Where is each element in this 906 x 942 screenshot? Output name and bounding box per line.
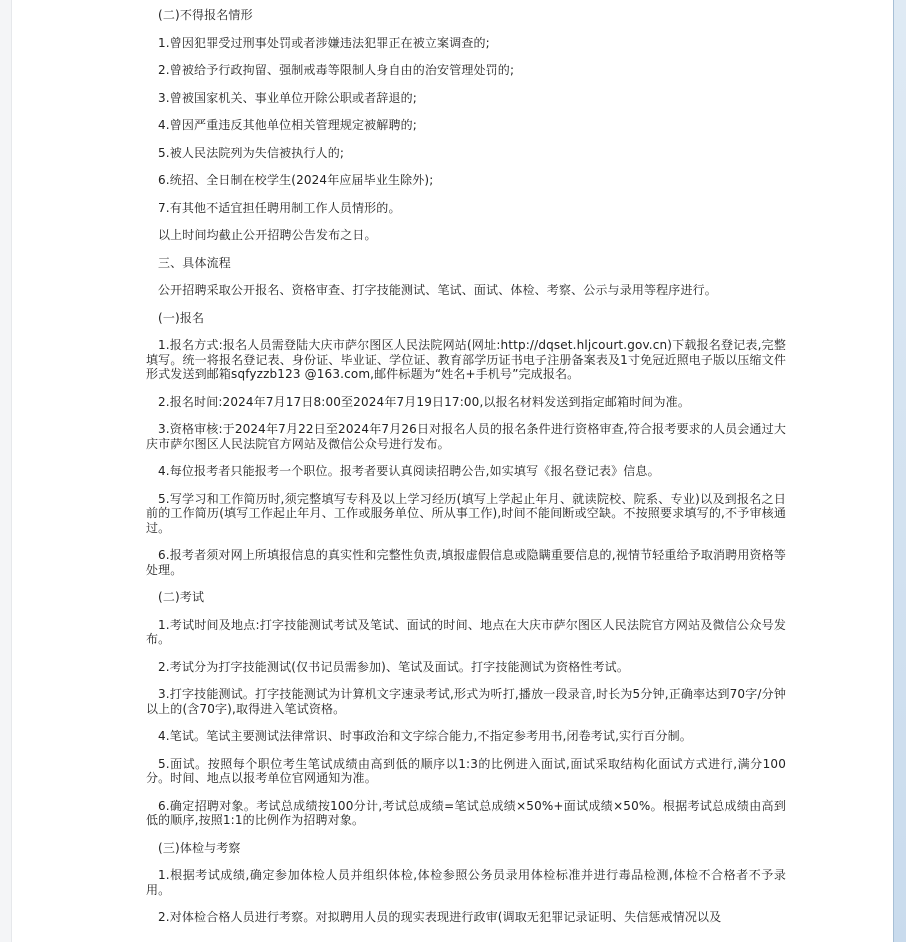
list-item: 6.报考者须对网上所填报信息的真实性和完整性负责,填报虚假信息或隐瞒重要信息的,视情节轻重给予取消聘用资格等处理。 (146, 548, 786, 577)
list-item: 3.曾被国家机关、事业单位开除公职或者辞退的; (158, 90, 417, 105)
subsection-heading: (二)考试 (158, 590, 205, 604)
list-item: 2.报名时间:2024年7月17日8:00至2024年7月19日17:00,以报名材料发送到指定邮箱时间为准。 (158, 394, 690, 409)
list-item: 6.确定招聘对象。考试总成绩按100分计,考试总成绩=笔试总成绩×50%+面试成绩×50%。根据考试总成绩由高到低的顺序,按照1:1的比例作为招聘对象。 (146, 798, 786, 827)
list-item: 1.根据考试成绩,确定参加体检人员并组织体检,体检参照公务员录用体检标准并进行毒品检测,体检不合格者不予录用。 (146, 868, 786, 897)
subsection-heading: (一)报名 (158, 310, 205, 325)
window-edge-strip (893, 0, 906, 942)
list-item: 2.考试分为打字技能测试(仅书记员需参加)、笔试及面试。打字技能测试为资格性考试。 (158, 659, 629, 674)
list-item: 2.对体检合格人员进行考察。对拟聘用人员的现实表现进行政审(调取无犯罪记录证明、失信惩戒情况以及 (158, 910, 722, 924)
paragraph: 以上时间均截止公开招聘公告发布之日。 (158, 228, 377, 242)
list-item: 4.笔试。笔试主要测试法律常识、时事政治和文字综合能力,不指定参考用书,闭卷考试,实行百分制。 (158, 729, 692, 743)
list-item: 1.曾因犯罪受过刑事处罚或者涉嫌违法犯罪正在被立案调查的; (158, 35, 490, 50)
list-item: 2.曾被给予行政拘留、强制戒毒等限制人身自由的治安管理处罚的; (158, 63, 515, 77)
list-item: 4.曾因严重违反其他单位相关管理规定被解聘的; (158, 118, 417, 132)
list-item: 4.每位报考者只能报考一个职位。报考者要认真阅读招聘公告,如实填写《报名登记表》信息。 (158, 464, 660, 478)
list-item: 1.报名方式:报名人员需登陆大庆市萨尔图区人民法院网站(网址:http://dqset.hljcourt.gov.cn)下载报名登记表,完整填写。统一将报名登记表、身份证、毕业证、学位证、教育部学历证书电子注册备案表及1寸免冠近照电子版以压缩文件形式发送到邮箱sqfyzzb123 @163.com,邮件标题为“姓名+手机号”完成报名。 (146, 338, 786, 381)
article-body (146, 8, 786, 925)
list-item: 3.资格审核:于2024年7月22日至2024年7月26日对报名人员的报名条件进行资格审查,符合报考要求的人员会通过大庆市萨尔图区人民法院官方网站及微信公众号进行发布。 (146, 422, 786, 451)
section-heading: 三、具体流程 (158, 255, 231, 270)
section-heading: (二)不得报名情形 (158, 8, 253, 22)
list-item: 5.面试。按照每个职位考生笔试成绩由高到低的顺序以1:3的比例进入面试,面试采取结构化面试方式进行,满分100分。时间、地点以报考单位官网通知为准。 (146, 756, 786, 785)
subsection-heading: (三)体检与考察 (158, 840, 241, 855)
list-item: 5.被人民法院列为失信被执行人的; (158, 145, 345, 160)
list-item: 5.写学习和工作简历时,须完整填写专科及以上学习经历(填写上学起止年月、就读院校、院系、专业)以及到报名之日前的工作简历(填写工作起止年月、工作或服务单位、所从事工作),时间不能间断或空缺。不按照要求填写的,不予审核通过。 (146, 491, 786, 535)
list-item: 6.统招、全日制在校学生(2024年应届毕业生除外); (158, 173, 434, 187)
list-item: 1.考试时间及地点:打字技能测试考试及笔试、面试的时间、地点在大庆市萨尔图区人民法院官方网站及微信公众号发布。 (146, 617, 786, 646)
paragraph: 公开招聘采取公开报名、资格审查、打字技能测试、笔试、面试、体检、考察、公示与录用等程序进行。 (158, 283, 717, 297)
list-item: 3.打字技能测试。打字技能测试为计算机文字速录考试,形式为听打,播放一段录音,时长为5分钟,正确率达到70字/分钟以上的(含70字),取得进入笔试资格。 (146, 687, 786, 716)
list-item: 7.有其他不适宜担任聘用制工作人员情形的。 (158, 200, 401, 215)
left-margin-strip (0, 0, 12, 942)
